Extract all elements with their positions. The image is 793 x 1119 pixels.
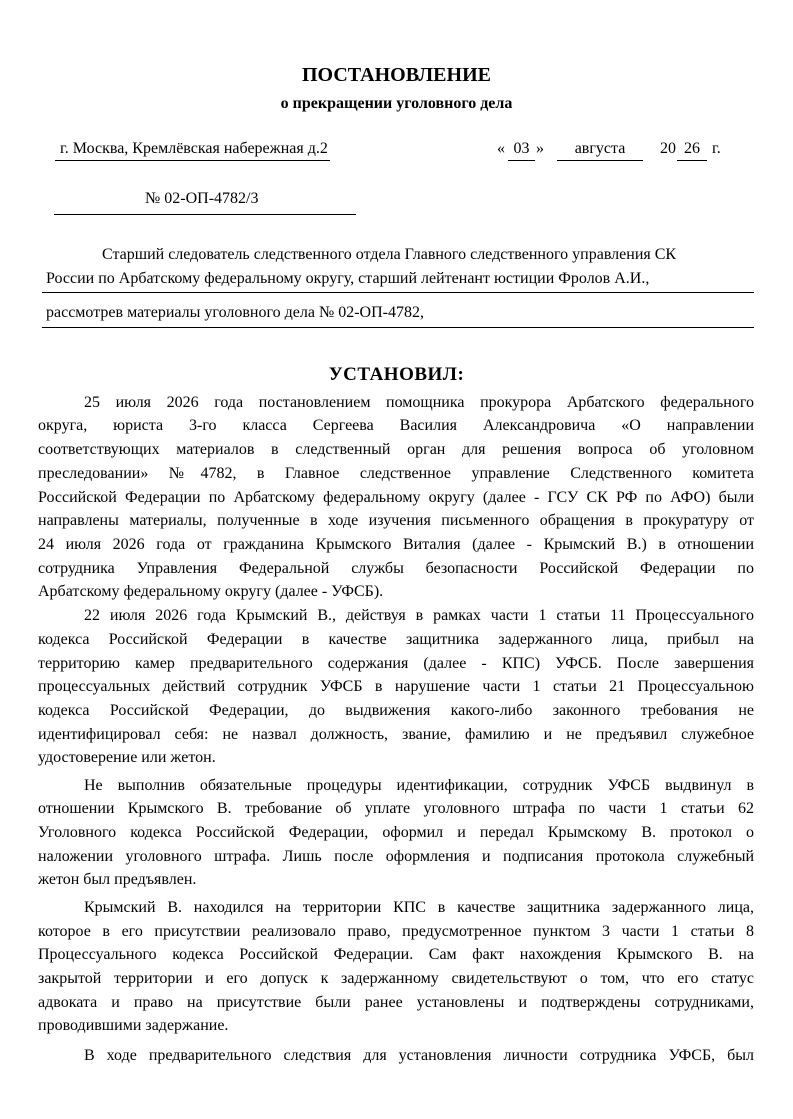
body-line: соответствующих материалов в следственный орган для решения вопроса об уголовном [38,441,754,458]
body-line: Уголовного кодекса Российской Федерации, оформил и передал Крымскому В. протокол о [38,824,754,841]
body-line: направлены материалы, полученные в ходе изучения письменного обращения в прокуратуру от [38,512,754,529]
preamble-divider-2 [42,327,754,328]
body-line: жетон был предъявлен. [38,871,197,888]
date-month-field: августа [557,139,643,161]
body-line: Процессуального кодекса Российской Федерации. Сам факт нахождения Крымского В. на [38,946,754,963]
date-year-unit: г. [712,140,721,157]
case-number-underline [54,214,356,215]
body-line: проводившими задержание. [38,1017,229,1034]
body-line: адвоката и право на присутствие были ранее установлены и подтверждены сотрудниками, [38,994,754,1011]
body-line: округа, юриста 3-го класса Сергеева Василия Александровича «О направлении [38,417,754,434]
preamble-line-1: Старший следователь следственного отдела Главного следственного управления СК [102,246,677,263]
body-line: Арбатскому федеральному округу (далее - УФСБ). [38,583,384,600]
preamble-line-2: России по Арбатскому федеральному округу, старший лейтенант юстиции Фролов А.И., [46,270,650,287]
body-line: кодекса Российской Федерации в качестве защитника задержанного лица, прибыл на [38,631,754,648]
body-line: которое в его присутствии реализовало право, предусмотренное пунктом 3 части 1 статьи 8 [38,923,754,940]
body-line: Не выполнив обязательные процедуры идентификации, сотрудник УФСБ выдвинул в [84,777,754,794]
body-line: 24 июля 2026 года от гражданина Крымского Виталия (далее - Крымский В.) в отношении [38,536,754,553]
case-number: № 02-ОП-4782/3 [145,190,259,207]
body-line: 25 июля 2026 года постановлением помощника прокурора Арбатского федерального [84,394,754,411]
body-line: Крымский В. находился на территории КПС в качестве защитника задержанного лица, [84,899,754,916]
date-day-field: 03 [508,139,535,161]
body-line: наложении уголовного штрафа. Лишь после оформления и подписания протокола служебный [38,848,754,865]
body-line: отношении Крымского В. требование об уплате уголовного штрафа по части 1 статьи 62 [38,800,754,817]
body-line: Российской Федерации по Арбатскому федеральному округу (далее - ГСУ СК РФ по АФО) были [38,489,754,506]
date-quote-open: « [497,140,505,157]
date-year-field: 26 [677,139,707,161]
body-line: кодекса Российской Федерации, до выдвижения какого-либо законного требования не [38,702,754,719]
body-line: удостоверение или жетон. [38,749,216,766]
date-quote-close: » [536,140,544,157]
body-line: идентифицировал себя: не назвал должность, звание, фамилию и не предъявил служебное [38,726,754,743]
body-line: территорию камер предварительного содержания (далее - КПС) УФСБ. После завершения [38,655,754,672]
body-line: закрытой территории и его допуск к задержанному свидетельствуют о том, что его статус [38,970,754,987]
preamble-line-3: рассмотрев материалы уголовного дела № 02-ОП-4782, [46,304,424,321]
preamble-divider-1 [42,292,754,293]
place-field: г. Москва, Кремлёвская набережная д.2 [55,139,330,161]
section-heading: УСТАНОВИЛ: [328,364,465,385]
body-line: 22 июля 2026 года Крымский В., действуя в рамках части 1 статьи 11 Процессуального [84,607,754,624]
body-line: сотрудника Управления Федеральной службы безопасности Российской Федерации по [38,560,754,577]
body-line: процессуальных действий сотрудник УФСБ в нарушение части 1 статьи 21 Процессуальною [38,678,754,695]
document-subtitle: о прекращении уголовного дела [280,95,513,112]
document-title: ПОСТАНОВЛЕНИЕ [302,64,491,86]
body-line: преследовании» №4782, в Главное следственное управление Следственного комитета [38,465,754,482]
date-year-prefix: 20 [660,140,676,157]
body-line: В ходе предварительного следствия для установления личности сотрудника УФСБ, был [84,1047,754,1064]
